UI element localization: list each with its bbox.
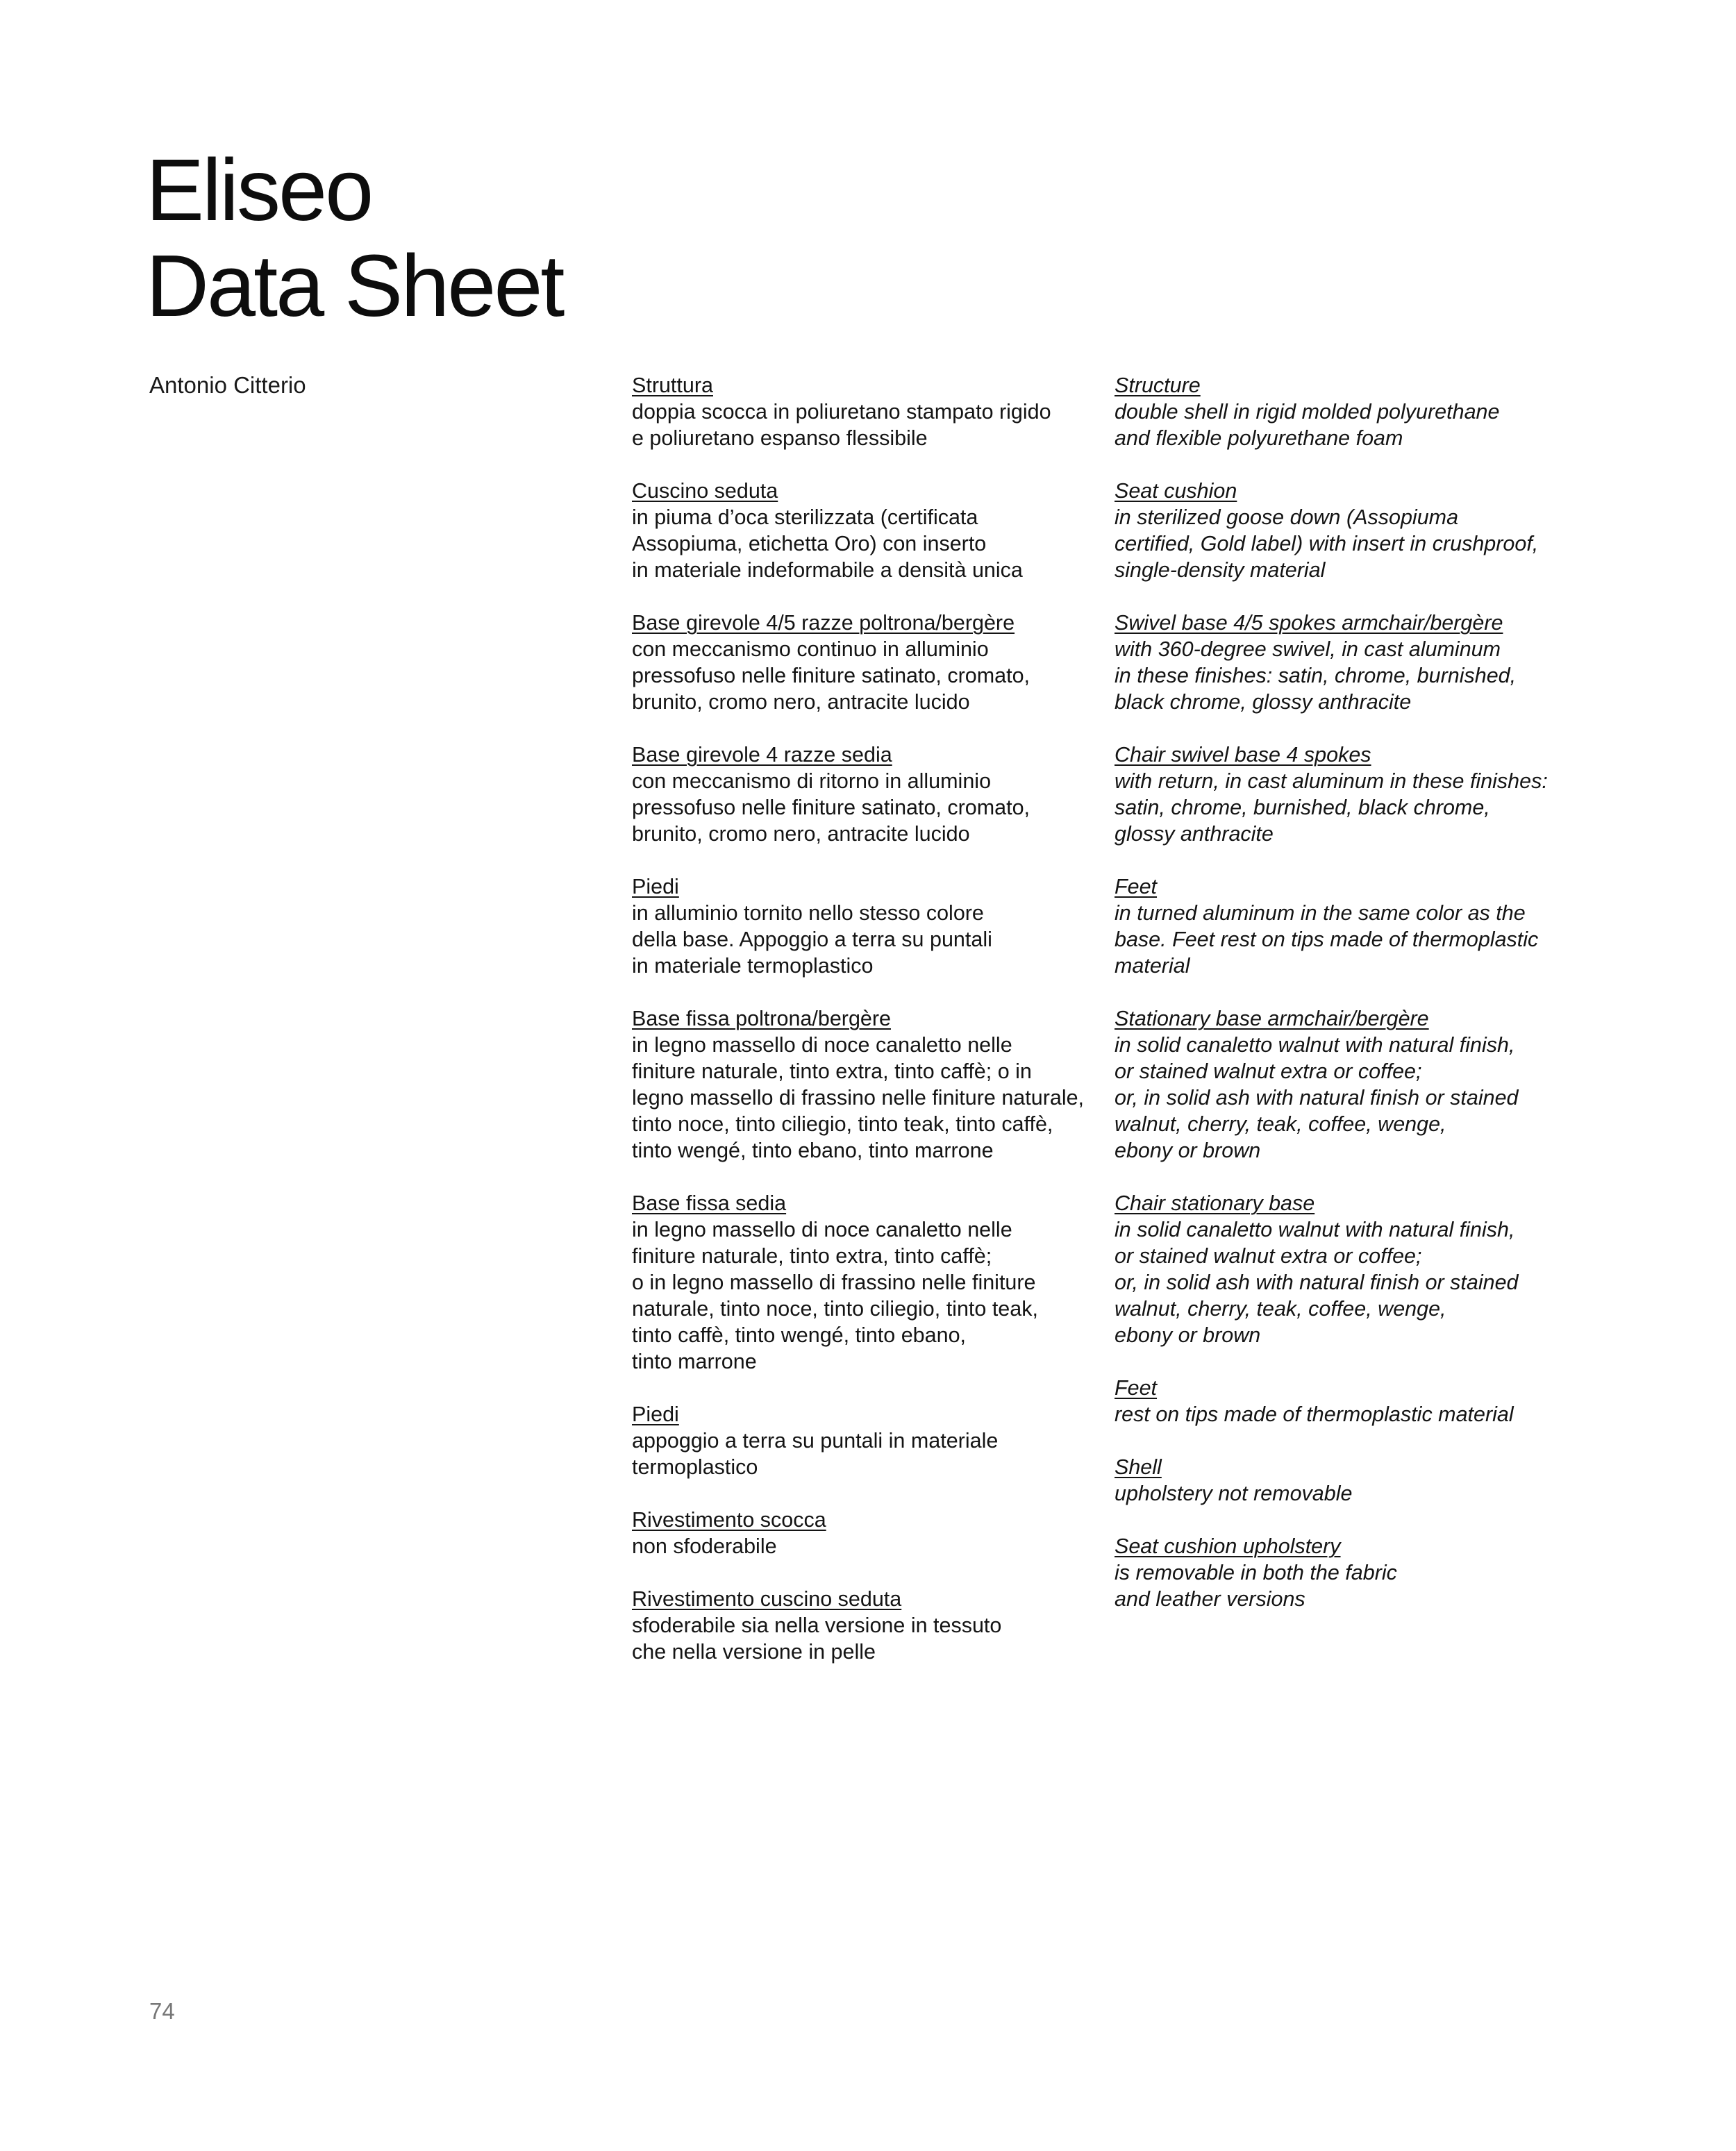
- english-spec-section: [1115, 873, 1601, 979]
- italian-spec-heading: Piedi: [632, 1403, 679, 1426]
- english-spec-section: [1115, 372, 1601, 451]
- english-spec-section: [1115, 1005, 1601, 1164]
- italian-spec-section: [632, 372, 1097, 451]
- italian-spec-text-line: che nella versione in pelle: [632, 1640, 876, 1664]
- italian-spec-text-line: Assopiuma, etichetta Oro) con inserto: [632, 532, 987, 555]
- page-title: [146, 142, 562, 334]
- english-spec-section: [1115, 1375, 1601, 1428]
- english-spec-heading: Feet: [1115, 875, 1158, 898]
- english-spec-text-line: satin, chrome, burnished, black chrome,: [1115, 796, 1490, 819]
- italian-spec-text-line: o in legno massello di frassino nelle finiture: [632, 1271, 1036, 1294]
- italian-spec-text-line: non sfoderabile: [632, 1534, 777, 1558]
- italian-spec-text-line: appoggio a terra su puntali in materiale: [632, 1429, 999, 1453]
- italian-spec-section: [632, 1586, 1097, 1665]
- english-spec-text-line: or stained walnut extra or coffee;: [1115, 1244, 1422, 1268]
- italian-spec-text-line: pressofuso nelle finiture satinato, cromato,: [632, 664, 1030, 687]
- italian-spec-text-line: legno massello di frassino nelle finiture naturale,: [632, 1086, 1085, 1110]
- english-spec-text-line: in solid canaletto walnut with natural finish,: [1115, 1218, 1515, 1241]
- italian-spec-text-line: doppia scocca in poliuretano stampato rigido: [632, 400, 1051, 424]
- english-spec-section: [1115, 1454, 1601, 1507]
- english-spec-heading: Chair swivel base 4 spokes: [1115, 743, 1371, 767]
- title-line-2: Data Sheet: [146, 237, 563, 335]
- english-spec-text-line: with 360-degree swivel, in cast aluminum: [1115, 637, 1501, 661]
- english-spec-heading: Seat cushion: [1115, 479, 1237, 503]
- italian-spec-text-line: naturale, tinto noce, tinto ciliegio, tinto teak,: [632, 1297, 1038, 1321]
- italian-spec-text-line: tinto marrone: [632, 1350, 757, 1373]
- english-spec-text-line: or stained walnut extra or coffee;: [1115, 1060, 1422, 1083]
- italian-spec-text-line: brunito, cromo nero, antracite lucido: [632, 690, 970, 714]
- italian-spec-section: [632, 1507, 1097, 1559]
- english-spec-text-line: in solid canaletto walnut with natural finish,: [1115, 1033, 1515, 1057]
- english-spec-text-line: glossy anthracite: [1115, 822, 1274, 846]
- english-spec-text-line: double shell in rigid molded polyurethane: [1115, 400, 1500, 424]
- english-spec-text-line: base. Feet rest on tips made of thermoplastic: [1115, 928, 1539, 951]
- english-spec-text-line: in these finishes: satin, chrome, burnished,: [1115, 664, 1517, 687]
- italian-spec-text-line: in piuma d’oca sterilizzata (certificata: [632, 505, 978, 529]
- italian-spec-text-line: con meccanismo continuo in alluminio: [632, 637, 989, 661]
- english-spec-text-line: walnut, cherry, teak, coffee, wenge,: [1115, 1297, 1446, 1321]
- italian-spec-text-line: sfoderabile sia nella versione in tessuto: [632, 1614, 1002, 1637]
- title-line-1: Eliseo: [146, 141, 372, 239]
- english-spec-text-line: single-density material: [1115, 558, 1326, 582]
- english-spec-heading: Seat cushion upholstery: [1115, 1534, 1341, 1558]
- english-spec-heading: Feet: [1115, 1376, 1158, 1400]
- italian-spec-section: [632, 478, 1097, 583]
- italian-spec-text-line: in legno massello di noce canaletto nelle: [632, 1218, 1012, 1241]
- italian-spec-text-line: in alluminio tornito nello stesso colore: [632, 901, 984, 925]
- italian-spec-text-line: termoplastico: [632, 1455, 758, 1479]
- english-spec-text-line: and leather versions: [1115, 1587, 1305, 1611]
- english-spec-text-line: with return, in cast aluminum in these finishes:: [1115, 769, 1548, 793]
- italian-spec-text-line: brunito, cromo nero, antracite lucido: [632, 822, 970, 846]
- italian-spec-text-line: in legno massello di noce canaletto nelle: [632, 1033, 1012, 1057]
- english-spec-text-line: or, in solid ash with natural finish or stained: [1115, 1271, 1519, 1294]
- italian-spec-heading: Base fissa sedia: [632, 1191, 787, 1215]
- italian-spec-section: [632, 1401, 1097, 1480]
- english-spec-heading: Stationary base armchair/bergère: [1115, 1007, 1429, 1030]
- english-spec-section: [1115, 478, 1601, 583]
- italian-spec-text-line: e poliuretano espanso flessibile: [632, 426, 928, 450]
- english-spec-heading: Structure: [1115, 374, 1201, 397]
- english-spec-section: [1115, 742, 1601, 847]
- italian-spec-text-line: tinto caffè, tinto wengé, tinto ebano,: [632, 1323, 967, 1347]
- italian-spec-section: [632, 873, 1097, 979]
- italian-spec-section: [632, 1005, 1097, 1164]
- english-spec-text-line: certified, Gold label) with insert in crushproof,: [1115, 532, 1539, 555]
- english-spec-section: [1115, 610, 1601, 715]
- english-spec-text-line: is removable in both the fabric: [1115, 1561, 1397, 1584]
- designer-name: Antonio Citterio: [149, 372, 306, 398]
- italian-spec-text-line: con meccanismo di ritorno in alluminio: [632, 769, 992, 793]
- english-spec-text-line: or, in solid ash with natural finish or stained: [1115, 1086, 1519, 1110]
- english-spec-heading: Swivel base 4/5 spokes armchair/bergère: [1115, 611, 1503, 635]
- italian-spec-heading: Piedi: [632, 875, 679, 898]
- english-spec-text-line: ebony or brown: [1115, 1323, 1261, 1347]
- italian-spec-text-line: tinto noce, tinto ciliegio, tinto teak, tinto caffè,: [632, 1112, 1053, 1136]
- italian-spec-heading: Base fissa poltrona/bergère: [632, 1007, 891, 1030]
- english-spec-text-line: material: [1115, 954, 1190, 978]
- italian-spec-heading: Base girevole 4/5 razze poltrona/bergère: [632, 611, 1015, 635]
- italian-spec-section: [632, 742, 1097, 847]
- italian-spec-section: [632, 610, 1097, 715]
- english-spec-heading: Chair stationary base: [1115, 1191, 1315, 1215]
- english-spec-text-line: walnut, cherry, teak, coffee, wenge,: [1115, 1112, 1446, 1136]
- italian-spec-text-line: pressofuso nelle finiture satinato, cromato,: [632, 796, 1030, 819]
- italian-spec-heading: Cuscino seduta: [632, 479, 778, 503]
- english-spec-text-line: upholstery not removable: [1115, 1482, 1353, 1505]
- english-spec-text-line: in turned aluminum in the same color as the: [1115, 901, 1526, 925]
- italian-spec-text-line: della base. Appoggio a terra su puntali: [632, 928, 992, 951]
- italian-spec-text-line: in materiale indeformabile a densità unica: [632, 558, 1023, 582]
- english-spec-text-line: in sterilized goose down (Assopiuma: [1115, 505, 1459, 529]
- italian-spec-text-line: tinto wengé, tinto ebano, tinto marrone: [632, 1139, 994, 1162]
- english-spec-section: [1115, 1190, 1601, 1348]
- italian-spec-heading: Rivestimento scocca: [632, 1508, 826, 1532]
- english-spec-section: [1115, 1533, 1601, 1612]
- english-spec-text-line: and flexible polyurethane foam: [1115, 426, 1403, 450]
- italian-spec-text-line: in materiale termoplastico: [632, 954, 874, 978]
- english-spec-text-line: rest on tips made of thermoplastic material: [1115, 1403, 1514, 1426]
- italian-spec-heading: Rivestimento cuscino seduta: [632, 1587, 902, 1611]
- english-spec-heading: Shell: [1115, 1455, 1162, 1479]
- page-number: 74: [149, 1998, 175, 2024]
- italian-spec-heading: Base girevole 4 razze sedia: [632, 743, 892, 767]
- english-specs-column: [1115, 372, 1601, 1639]
- italian-spec-text-line: finiture naturale, tinto extra, tinto caffè; o in: [632, 1060, 1032, 1083]
- english-spec-text-line: ebony or brown: [1115, 1139, 1261, 1162]
- italian-spec-section: [632, 1190, 1097, 1375]
- italian-spec-heading: Struttura: [632, 374, 713, 397]
- italian-spec-text-line: finiture naturale, tinto extra, tinto caffè;: [632, 1244, 992, 1268]
- italian-specs-column: [632, 372, 1097, 1691]
- english-spec-text-line: black chrome, glossy anthracite: [1115, 690, 1412, 714]
